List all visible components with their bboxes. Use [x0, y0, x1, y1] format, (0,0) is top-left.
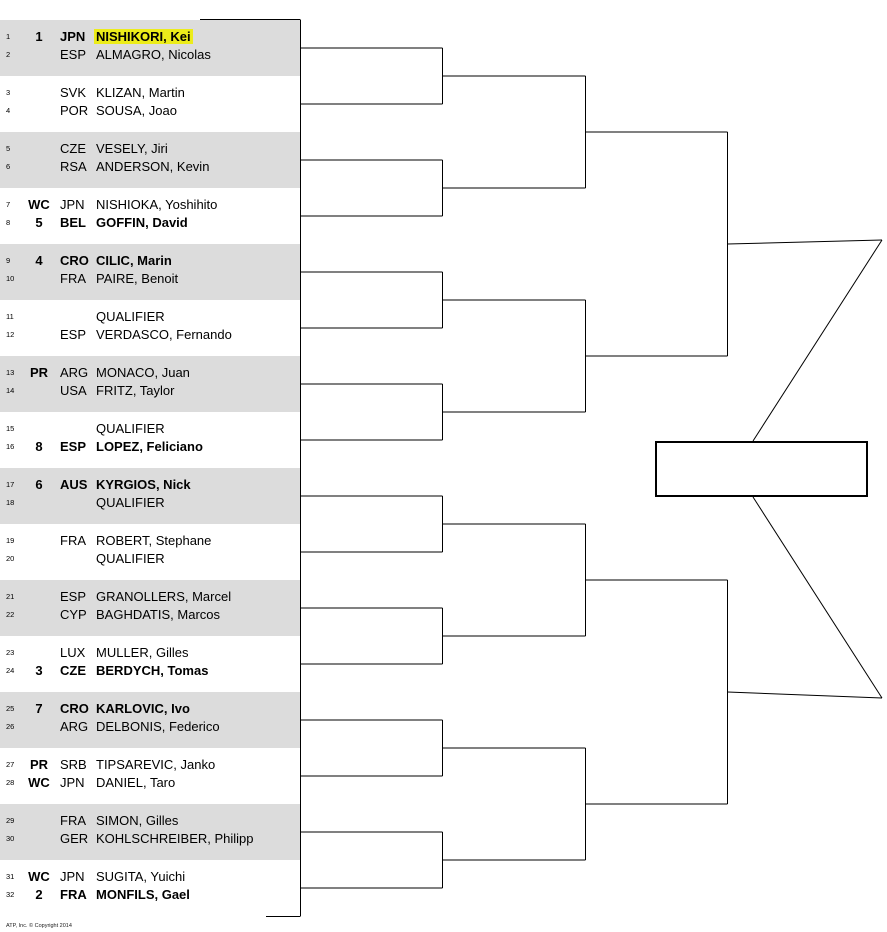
draw-position: 28 [6, 778, 15, 787]
player-name: DANIEL, Taro [96, 775, 176, 790]
player-name: NISHIOKA, Yoshihito [96, 197, 218, 212]
seed-label: PR [29, 757, 49, 772]
country-code: JPN [60, 197, 85, 212]
country-code: CRO [60, 701, 89, 716]
player-line [0, 214, 300, 232]
draw-position: 1 [6, 32, 11, 41]
country-code: ARG [60, 719, 89, 734]
draw-row [0, 300, 300, 356]
player-line [0, 550, 300, 568]
player-line [0, 140, 300, 158]
player-line [0, 718, 300, 736]
seed-label: 4 [35, 253, 43, 268]
player-line [0, 494, 300, 512]
country-code: BEL [60, 215, 86, 230]
player-line [0, 644, 300, 662]
player-name: QUALIFIER [96, 309, 165, 324]
final-result-box [655, 441, 868, 497]
seed-label: PR [29, 365, 49, 380]
country-code: SVK [60, 85, 87, 100]
country-code: JPN [60, 775, 85, 790]
final-connector [753, 497, 882, 698]
draw-position: 19 [6, 536, 15, 545]
draw-position: 6 [6, 162, 11, 171]
draw-position: 23 [6, 648, 15, 657]
player-line [0, 588, 300, 606]
draw-position: 22 [6, 610, 15, 619]
draw-row [0, 524, 300, 580]
final-connector [753, 240, 882, 441]
player-line [0, 196, 300, 214]
draw-row [0, 636, 300, 692]
player-name [96, 28, 193, 46]
player-line [0, 102, 300, 120]
draw-position: 20 [6, 554, 15, 563]
seed-label: 2 [35, 887, 43, 902]
draw-row [0, 804, 300, 860]
draw-position: 9 [6, 256, 11, 265]
player-name: VESELY, Jiri [96, 141, 168, 156]
draw-position: 18 [6, 498, 15, 507]
draw-row [0, 356, 300, 412]
country-code: ESP [60, 47, 87, 62]
draw-position: 10 [6, 274, 15, 283]
draw-position: 13 [6, 368, 15, 377]
player-name: BAGHDATIS, Marcos [96, 607, 221, 622]
player-line [0, 326, 300, 344]
player-name: CILIC, Marin [96, 253, 172, 268]
player-name: KOHLSCHREIBER, Philipp [96, 831, 254, 846]
draw-position: 17 [6, 480, 15, 489]
draw-row [0, 132, 300, 188]
player-name: KLIZAN, Martin [96, 85, 185, 100]
player-line [0, 84, 300, 102]
draw-position: 15 [6, 424, 15, 433]
seed-label: WC [28, 869, 50, 884]
country-code: RSA [60, 159, 87, 174]
draw-position: 30 [6, 834, 15, 843]
final-connector [728, 240, 883, 244]
seed-label: 5 [35, 215, 43, 230]
seed-label: 3 [35, 663, 43, 678]
country-code: JPN [60, 869, 85, 884]
draw-row [0, 20, 300, 76]
player-line [0, 28, 300, 46]
country-code: FRA [60, 813, 86, 828]
copyright-note: ATP, Inc. © Copyright 2014 [6, 923, 72, 929]
country-code: GER [60, 831, 89, 846]
country-code: AUS [60, 477, 88, 492]
country-code: LUX [60, 645, 86, 660]
player-line [0, 382, 300, 400]
draw-position: 8 [6, 218, 11, 227]
draw-position: 2 [6, 50, 11, 59]
draw-row [0, 860, 300, 916]
player-name: VERDASCO, Fernando [96, 327, 232, 342]
seed-label: 7 [35, 701, 43, 716]
draw-position: 11 [6, 312, 14, 321]
draw-position: 29 [6, 816, 15, 825]
draw-position: 21 [6, 592, 15, 601]
player-line [0, 830, 300, 848]
country-code: SRB [60, 757, 87, 772]
seed-label: 6 [35, 477, 43, 492]
player-line [0, 46, 300, 64]
seed-label: 8 [35, 439, 43, 454]
draw-position: 16 [6, 442, 15, 451]
draw-position: 5 [6, 144, 11, 153]
draw-position: 25 [6, 704, 15, 713]
player-name: GRANOLLERS, Marcel [96, 589, 232, 604]
draw-row [0, 748, 300, 804]
player-line [0, 252, 300, 270]
player-line [0, 420, 300, 438]
seed-label: WC [28, 197, 50, 212]
country-code: POR [60, 103, 89, 118]
country-code: USA [60, 383, 87, 398]
draw-row [0, 692, 300, 748]
player-name: QUALIFIER [96, 495, 165, 510]
player-name: GOFFIN, David [96, 215, 188, 230]
player-name: QUALIFIER [96, 551, 165, 566]
country-code: FRA [60, 533, 86, 548]
player-name: SIMON, Gilles [96, 813, 179, 828]
player-line [0, 700, 300, 718]
country-code: ESP [60, 589, 87, 604]
player-name: ROBERT, Stephane [96, 533, 212, 548]
player-name: LOPEZ, Feliciano [96, 439, 203, 454]
player-name: BERDYCH, Tomas [96, 663, 209, 678]
player-line [0, 886, 300, 904]
player-line [0, 270, 300, 288]
country-code: ARG [60, 365, 89, 380]
country-code: CRO [60, 253, 89, 268]
player-name: QUALIFIER [96, 421, 165, 436]
draw-position: 26 [6, 722, 15, 731]
draw-row [0, 468, 300, 524]
player-line [0, 774, 300, 792]
draw-position: 7 [6, 200, 11, 209]
draw-position: 4 [6, 106, 11, 115]
player-line [0, 868, 300, 886]
seed-label: WC [28, 775, 50, 790]
country-code: JPN [60, 29, 86, 44]
player-name: DELBONIS, Federico [96, 719, 220, 734]
player-name: KYRGIOS, Nick [96, 477, 191, 492]
draw-position: 3 [6, 88, 11, 97]
seed-label: 1 [35, 29, 43, 44]
country-code: CZE [60, 663, 86, 678]
player-line [0, 756, 300, 774]
country-code: CZE [60, 141, 86, 156]
player-line [0, 158, 300, 176]
player-line [0, 438, 300, 456]
draw-position: 31 [6, 872, 15, 881]
player-line [0, 476, 300, 494]
player-name: MULLER, Gilles [96, 645, 189, 660]
player-line [0, 308, 300, 326]
player-name: SOUSA, Joao [96, 103, 177, 118]
player-line [0, 532, 300, 550]
draw-row [0, 580, 300, 636]
final-connector [728, 692, 883, 698]
draw-row [0, 412, 300, 468]
draw-position: 12 [6, 330, 15, 339]
country-code: FRA [60, 271, 86, 286]
draw-position: 27 [6, 760, 15, 769]
player-name: ALMAGRO, Nicolas [96, 47, 211, 62]
player-line [0, 364, 300, 382]
player-name: TIPSAREVIC, Janko [96, 757, 216, 772]
player-name: KARLOVIC, Ivo [96, 701, 190, 716]
country-code: ESP [60, 439, 87, 454]
player-line [0, 662, 300, 680]
player-name: PAIRE, Benoit [96, 271, 179, 286]
player-name: MONFILS, Gael [96, 887, 190, 902]
country-code: FRA [60, 887, 87, 902]
player-name: FRITZ, Taylor [96, 383, 175, 398]
player-name: ANDERSON, Kevin [96, 159, 210, 174]
country-code: CYP [60, 607, 87, 622]
player-line [0, 812, 300, 830]
draw-position: 14 [6, 386, 15, 395]
country-code: ESP [60, 327, 87, 342]
draw-row [0, 76, 300, 132]
player-name: SUGITA, Yuichi [96, 869, 186, 884]
player-name: MONACO, Juan [96, 365, 190, 380]
draw-position: 32 [6, 890, 15, 899]
highlighted-name: NISHIKORI, Kei [96, 29, 191, 44]
draw-row [0, 188, 300, 244]
player-line [0, 606, 300, 624]
draw-row [0, 244, 300, 300]
draw-position: 24 [6, 666, 15, 675]
